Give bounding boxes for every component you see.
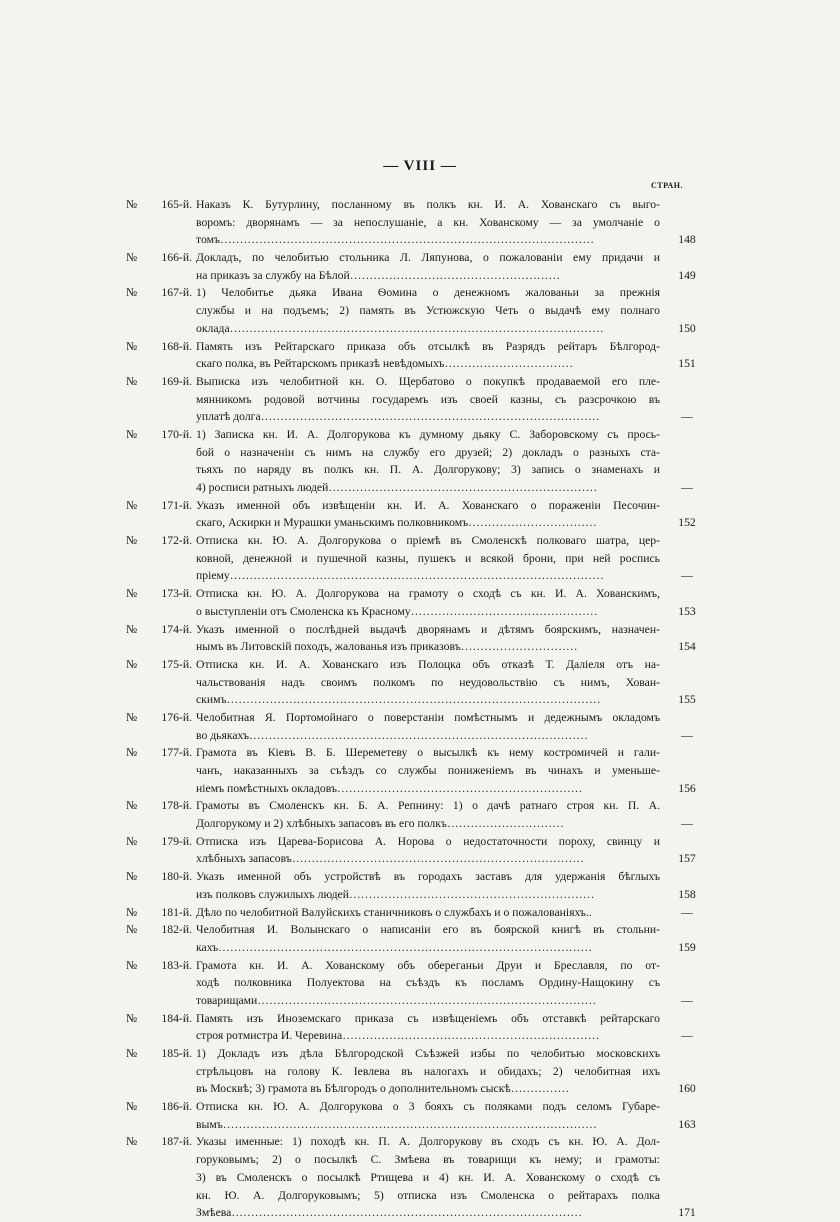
entry-marker: № [126,339,138,353]
entry-number: 179-й. [161,834,192,848]
entry-number: 187-й. [161,1135,192,1149]
entry-text-line: Память изъ Иноземскаго приказа съ извѣщеніемъ объ отставкѣ рейтарскаго [196,1011,660,1025]
entry-number: 166-й. [161,251,192,265]
entry-number: 174-й. [161,622,192,636]
entry-page-number: 158 [678,887,696,901]
entry-text-line: скимъ…………………………………………………………………………………… [196,693,601,707]
entry-marker: № [126,374,138,388]
entry-page-number: 159 [678,940,696,954]
entry-text-line: горуковымъ; 2) о посылкѣ С. Змѣева въ товарищи къ нему; и грамоты: [196,1153,660,1167]
entry-text-line: 4) росписи ратныхъ людей…………………………………………………………… [196,481,598,494]
page-column-label: СТРАН. [651,181,683,190]
entry-text-line: тьяхъ по наряду въ полкъ кн. П. А. Долгорукову; 3) запись о знаменахъ и [196,463,660,477]
entry-marker: № [126,534,138,548]
entry-marker: № [126,657,138,671]
entry-text-line: Отписка кн. Ю. А. Долгорукова о 3 бояхъ съ поляками подъ селомъ Губаре- [196,1100,660,1114]
entry-marker: № [126,498,138,512]
entry-text-line: Грамоты въ Смоленскъ кн. Б. А. Репнину: 1) о дачѣ ратнаго строя кн. П. А. [196,799,660,813]
entry-text-line: 1) Челобитье дьяка Ивана Ѳомина о денежномъ жалованьи за прежнія [196,286,660,300]
entry-marker: № [126,923,138,937]
entry-number: 175-й. [161,657,192,671]
entry-text-line: Грамота кн. И. А. Хованскому объ обереганьи Друи и Бреславля, по от- [196,958,660,972]
toc-entry [0,868,840,903]
entry-text-line: ходѣ полковника Полуектова на съѣздъ къ посламъ Ордину-Нащокину съ [196,976,660,990]
entry-page-number: 148 [678,233,696,247]
entry-page-number: — [681,817,693,831]
entry-number: 173-й. [161,587,192,601]
entry-number: 183-й. [161,958,192,972]
entry-number: 169-й. [161,374,192,388]
entry-page-number: — [681,728,693,742]
toc-entry [0,338,840,373]
page-title: — VIII — [383,158,457,174]
entry-marker: № [126,1047,138,1060]
toc-entry [0,1098,840,1133]
entry-text-line: томъ…………………………………………………………………………………… [196,233,595,247]
entry-marker: № [126,1100,138,1114]
entry-page-number: 152 [678,516,696,530]
entry-text-line: во дьякахъ…………………………………………………………………………… [196,728,588,742]
entry-number: 165-й. [161,198,192,211]
entry-number: 182-й. [161,923,192,937]
entry-page-number: — [681,993,693,1007]
entry-text-line: товарищами…………………………………………………………………………… [196,993,597,1007]
entry-number: 178-й. [161,799,192,813]
entry-marker: № [126,834,138,848]
entry-text-line: изъ полковъ служилыхъ людей……………………………………………………… [196,887,595,901]
entry-page-number: 151 [678,357,696,371]
entry-text-line: пріему…………………………………………………………………………………… [196,569,604,583]
entry-text-line: стрѣльцовъ на голову К. Іевлева въ налогахъ и обидахъ; 2) челобитная ихъ [196,1064,660,1078]
entry-text-line: въ Москвѣ; 3) грамота въ Бѣлгородъ о дополнительномъ сыскѣ…………… [196,1082,570,1096]
toc-entry [0,744,840,797]
entry-page-number: — [681,410,693,424]
toc-entry [0,585,840,620]
entry-page-number: 150 [678,321,696,335]
entry-number: 180-й. [161,870,192,884]
entry-text-line: нымъ въ Литовскій походъ, жалованья изъ приказовъ………………………… [196,640,578,654]
entry-text-line: Указъ именной объ устройствѣ въ городахъ заставъ для удержанія бѣглыхъ [196,870,660,884]
entry-number: 184-й. [161,1011,192,1025]
entry-text-line: хлѣбныхъ запасовъ………………………………………………………………… [196,852,585,866]
toc-entry [0,1010,840,1045]
entry-page-number: 155 [678,693,696,707]
entry-marker: № [126,799,138,813]
entry-text-line: бой о назначеніи съ нимъ на службу его друзей; 2) докладъ о разныхъ ста- [196,445,660,459]
entry-marker: № [126,286,138,300]
entry-marker: № [126,587,138,601]
entry-text-line: кахъ…………………………………………………………………………………… [196,940,593,954]
entry-number: 181-й. [161,905,192,919]
entry-text-line: кн. Ю. А. Долгоруковымъ; 5) отписка изъ Смоленска о рейтарахъ полка [196,1188,660,1202]
entry-text-line: чальствованія надъ своимъ полкомъ по неудовольствію съ нимъ, Хован- [196,675,660,689]
entry-page-number: 171 [678,1206,696,1220]
entry-page-number: — [681,481,693,494]
entry-text-line: оклада…………………………………………………………………………………… [196,321,604,335]
entry-number: 186-й. [161,1100,192,1114]
table-of-contents [0,196,840,1222]
entry-number: 170-й. [161,427,192,441]
toc-entry [0,532,840,585]
entry-text-line: скаго, Аскирки и Мурашки уманьскимъ полковникомъ…………………………… [196,516,597,530]
entry-text-line: Докладъ, по челобитью стольника Л. Ляпунова, о пожалованіи ему придачи и [196,251,660,265]
entry-page-number: — [681,1029,693,1043]
toc-entry [0,957,840,1010]
toc-entry [0,497,840,532]
entry-text-line: Указъ именной о послѣдней выдачѣ дворянамъ и дѣтямъ боярскимъ, назначен- [196,622,660,636]
entry-text-line: 3) въ Смоленскъ о посылкѣ Ртищева и 4) кн. И. А. Хованскому о сходѣ съ [196,1170,660,1184]
entry-text-line: воромъ: дворянамъ — за непослушаніе, а кн. Хованскому — за умолчаніе о [196,215,660,229]
entry-page-number: — [681,905,693,919]
entry-marker: № [126,1135,138,1149]
entry-marker: № [126,622,138,636]
entry-text-line: Грамота въ Кіевъ В. Б. Шереметеву о высылкѣ къ нему костромичей и гали- [196,746,660,760]
toc-entry [0,249,840,284]
entry-number: 168-й. [161,339,192,353]
entry-page-number: 160 [678,1082,696,1096]
entry-text-line: 1) Записка кн. И. А. Долгорукова къ думному дьяку С. Заборовскому съ прось- [196,427,660,441]
entry-text-line: мянникомъ родовой вотчины государемъ изъ своей казны, съ разсрочкою въ [196,392,660,406]
toc-entry [0,797,840,832]
entry-marker: № [126,710,138,724]
entry-number: 172-й. [161,534,192,548]
entry-page-number: — [681,569,693,583]
toc-entry [0,904,840,922]
toc-entry [0,621,840,656]
entry-text-line: на приказъ за службу на Бѣлой……………………………………………… [196,268,561,282]
entry-number: 185-й. [161,1047,192,1060]
toc-entry [0,1133,840,1221]
entry-text-line: Змѣева……………………………………………………………………………… [196,1206,582,1220]
entry-text-line: о выступленіи отъ Смоленска къ Красному………………………………………… [196,604,598,618]
entry-marker: № [126,905,138,919]
entry-number: 176-й. [161,710,192,724]
entry-text-line: Память изъ Рейтарскаго приказа объ отсылкѣ въ Разрядъ рейтаръ Бѣлгород- [196,339,660,353]
entry-text-line: ковной, денежной и пушечной казны, пушекъ и всякой брони, при ней роспись [196,551,660,565]
toc-entry [0,426,840,497]
entry-marker: № [126,251,138,265]
toc-entry [0,284,840,337]
entry-text-line: строя ротмистра И. Черевина………………………………………………………… [196,1029,600,1043]
entry-marker: № [126,746,138,760]
entry-text-line: вымъ…………………………………………………………………………………… [196,1117,597,1131]
entry-text-line: Челобитная И. Волынскаго о написаніи его въ боярской книгѣ въ стольни- [196,923,660,937]
toc-entry [0,921,840,956]
entry-text-line: уплатѣ долга…………………………………………………………………………… [196,410,600,424]
entry-text-line: Дѣло по челобитной Валуйскихъ станичниковъ о службахъ и о пожалованіяхъ.. [196,905,592,919]
entry-page-number: 157 [678,852,696,866]
entry-text-line: Указъ именной объ извѣщеніи кн. И. А. Хованскаго о пораженіи Песочин- [196,498,660,512]
entry-text-line: Выписка изъ челобитной кн. О. Щербатово о покупкѣ продаваемой его пле- [196,374,660,388]
entry-text-line: службы и на подъемъ; 2) память въ Устюжскую Четь о выдачѣ ему полнаго [196,304,660,318]
entry-page-number: 163 [678,1117,696,1131]
entry-text-line: Челобитная Я. Портомойнаго о поверстаніи помѣстнымъ и дедежнымъ окладомъ [196,710,660,724]
entry-marker: № [126,870,138,884]
entry-marker: № [126,1011,138,1025]
entry-text-line: Отписка кн. Ю. А. Долгорукова на грамоту о сходѣ съ кн. И. А. Хованскимъ, [196,587,660,601]
entry-marker: № [126,427,138,441]
toc-entry [0,656,840,709]
entry-text-line: ніемъ помѣстныхъ окладовъ……………………………………………………… [196,781,583,795]
toc-entry [0,373,840,426]
entry-text-line: Отписка кн. И. А. Хованскаго изъ Полоцка объ отказѣ Т. Даліеля отъ на- [196,657,660,671]
entry-text-line: 1) Докладъ изъ дѣла Бѣлгородской Съѣзжей избы по челобитью московскихъ [196,1047,660,1060]
entry-text-line: Указы именные: 1) походѣ кн. П. А. Долгорукову въ сходъ съ кн. Ю. А. Дол- [196,1135,660,1149]
entry-text-line: скаго полка, въ Рейтарскомъ приказѣ невѣдомыхъ…………………………… [196,357,574,371]
toc-entry [0,709,840,744]
entry-marker: № [126,958,138,972]
toc-entry [0,833,840,868]
entry-text-line: Отписка кн. Ю. А. Долгорукова о пріемѣ въ Смоленскѣ полковаго шатра, цер- [196,534,660,548]
entry-text-line: Отписка изъ Царева-Борисова А. Норова о недостаточности пороху, свинцу и [196,834,660,848]
entry-text-line: Долгорукому и 2) хлѣбныхъ запасовъ въ его полкъ………………………… [196,817,564,831]
entry-page-number: 154 [678,640,696,654]
entry-text-line: чанъ, наказанныхъ за съѣздъ со службы пониженіемъ въ чинахъ и уменьше- [196,764,660,777]
entry-number: 177-й. [161,746,192,760]
entry-number: 171-й. [161,498,192,512]
toc-entry [0,1045,840,1098]
entry-page-number: 149 [678,268,696,282]
toc-entry [0,196,840,249]
entry-number: 167-й. [161,286,192,300]
entry-text-line: Наказъ К. Бутурлину, посланному въ полкъ кн. И. А. Хованскаго съ выго- [196,198,660,211]
entry-page-number: 153 [678,604,696,618]
entry-marker: № [126,198,138,211]
entry-page-number: 156 [678,781,696,795]
